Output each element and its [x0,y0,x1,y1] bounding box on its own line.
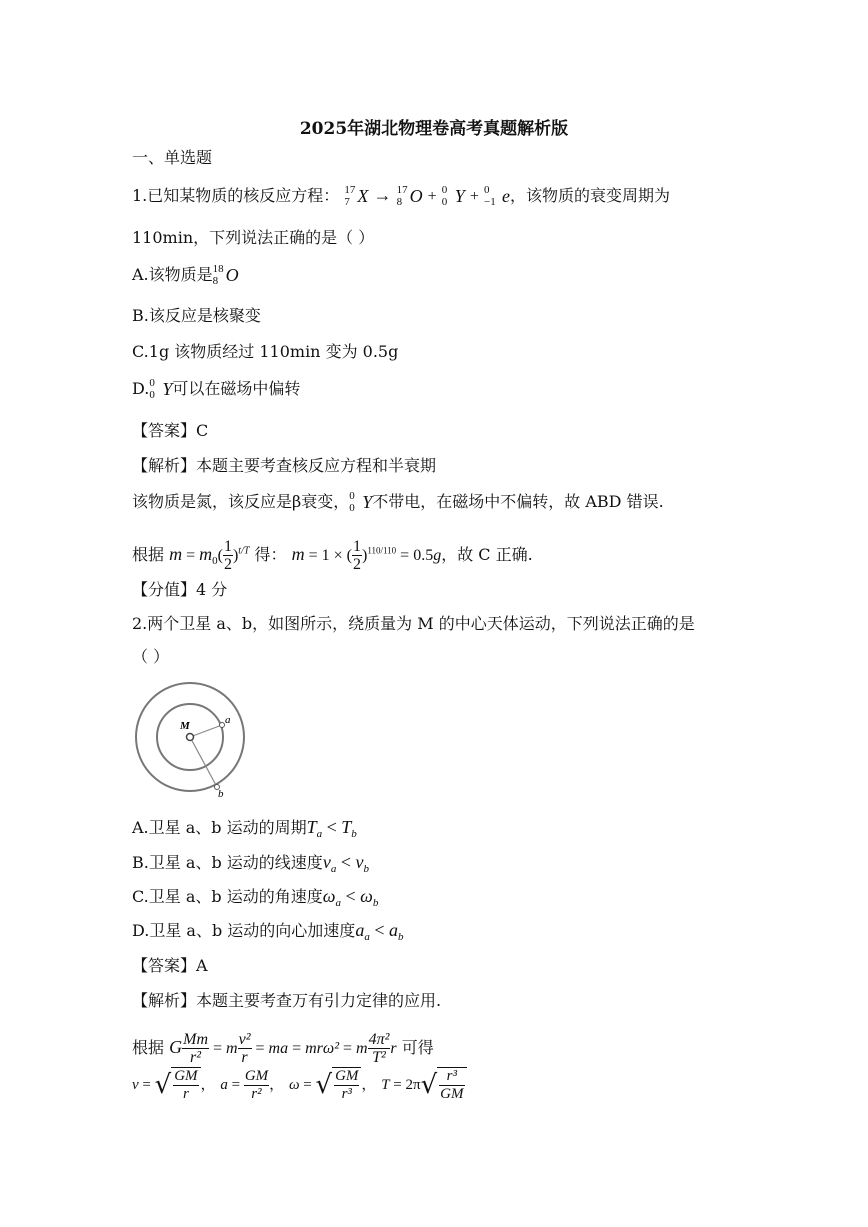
nuclide-x: 17 7 X [344,184,369,208]
q1-option-a: A.该物质是 18 8 O [132,263,239,287]
q1-stem-line2: 110min，下列说法正确的是（ ） [132,228,375,247]
q1-option-b: B.该反应是核聚变 [132,306,261,325]
q2-explanation-2: v = √ $\frac{GM}{r}$ ， a = $\frac{GM}{\text{r²}}$ ， ω = √ $\frac{GM}{\text{r³}}$ ， T = 2π√ $\frac{\text{r³}}{GM}$ [132,1067,467,1103]
q2-answer: 【答案】A [132,956,208,975]
label-a: a [225,714,231,726]
label-b: b [218,788,224,799]
q1-option-c: C.1g 该物质经过 110min 变为 0.5g [132,342,399,361]
radius-a [190,725,222,737]
central-body [187,734,194,741]
satellite-a [220,723,225,728]
q2-option-d: D.卫星 a、b 运动的向心加速度$a_a < a_b$ [132,920,404,944]
q2-stem-line2: （ ） [132,647,170,666]
q1-analysis: 【解析】本题主要考查核反应方程和半衰期 [132,456,437,475]
nuclide-y: 0 0 Y [441,184,465,208]
q1-explanation-1: 该物质是氮，该反应是β衰变， 0 0 Y不带电，在磁场中不偏转，故 ABD 错误. [132,490,664,514]
q2-option-b: B.卫星 a、b 运动的线速度$v_a < v_b$ [132,852,369,876]
nuclide-e: 0 −1 e [484,184,511,208]
q1-score: 【分值】4 分 [132,580,228,599]
nuclide-o: 17 8 O [396,184,423,208]
q2-stem-line1: 2.两个卫星 a、b，如图所示，绕质量为 M 的中心天体运动，下列说法正确的是 [132,614,695,633]
label-m: M [180,720,190,732]
q1-answer: 【答案】C [132,421,209,440]
q1-option-d: D. 0 0 Y可以在磁场中偏转 [132,377,301,401]
page-title: 2025年湖北物理卷高考真题解析版 [299,119,569,139]
q1-stem-line1: 1.已知某物质的核反应方程： 17 7 X → 17 8 O + 0 0 Y + 0 −1 e，该物质的衰变周期为 [132,184,671,208]
section-heading: 一、单选题 [132,148,213,167]
nuclide-o18: 18 8 O [212,263,239,287]
q2-explanation-1: 根据 G $\frac{Mm}{\text{r²}}$ = m $\frac{\text{v²}}{r}$ = ma = mrω² = m $\frac{\text{4π²}}{\text{T²}}$ r 可得 [132,1031,434,1066]
q2-option-c: C.卫星 a、b 运动的角速度$\omega_a < \omega_b$ [132,886,379,910]
q1-explanation-2: 根据 $m = m_0$( $\frac{1}{2}$ )$^{t/T}$ 得： m = 1 × ( $\frac{1}{2}$ )$^{110/110}$ = 0.5g，故 C 正确. [132,538,533,573]
q2-option-a: A.卫星 a、b 运动的周期$T_a < T_b$ [132,817,357,841]
orbit-figure [132,677,250,799]
q2-analysis: 【解析】本题主要考查万有引力定律的应用. [132,991,442,1010]
